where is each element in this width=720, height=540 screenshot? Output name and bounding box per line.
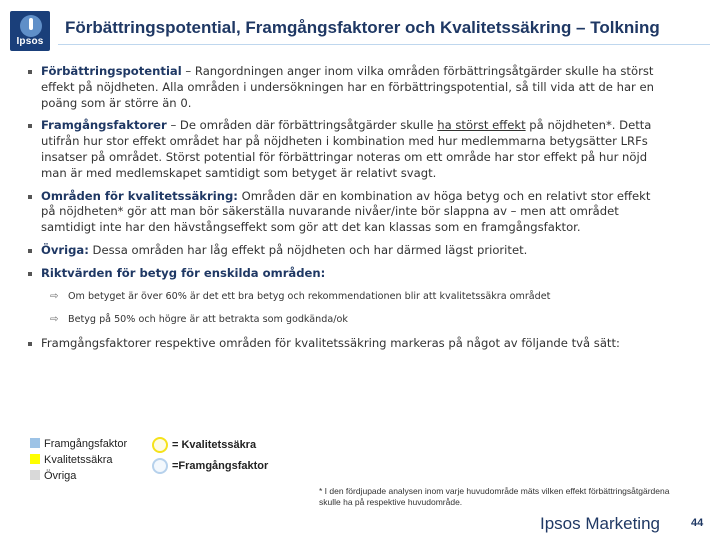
title-divider (58, 44, 710, 45)
bullet-underlined-text: ha störst effekt (437, 118, 526, 133)
page-title: Förbättringspotential, Framgångsfaktorer och Kvalitetssäkring – Tolkning (65, 18, 660, 37)
body-content (28, 64, 660, 358)
sub-item-text: Om betyget är över 60% är det ett bra betyg och rekommendationen blir att kvalitetssäkra området (68, 290, 551, 302)
legend-ring-label-kvalitetssakra: = Kvalitetssäkra (172, 439, 257, 451)
legend-label: Kvalitetssäkra (44, 454, 113, 466)
bullet-markering (28, 336, 660, 352)
sub-item-over-50 (28, 313, 660, 326)
bullet-ovriga (28, 243, 660, 259)
legend (30, 434, 280, 489)
page-number: 44 (691, 517, 704, 529)
sub-item-text: Betyg på 50% och högre är att betrakta som godkända/ok (68, 313, 348, 325)
legend-swatch-yellow (30, 454, 40, 464)
legend-item-ovriga (30, 470, 76, 483)
bullet-term: Områden för kvalitetssäkring: (41, 188, 238, 203)
bullet-text: Framgångsfaktorer respektive områden för kvalitetssäkring markeras på något av följande två sätt: (41, 335, 620, 350)
arrow-right-outline-icon: ⇨ (50, 313, 59, 325)
bullet-text: – Rangordningen anger inom vilka områden förbättringsåtgärder skulle ha störst effekt på nöjdheten. Alla områden i undersökningen har en förbättringspotential, så till vida att de har en poäng som är större än 0. (41, 64, 654, 110)
bullet-forbattringspotential (28, 64, 660, 111)
ipsos-logo (10, 11, 50, 51)
legend-item-kvalitetssakra (30, 454, 112, 467)
bullet-framgangsfaktorer (28, 118, 660, 181)
legend-label: Framgångsfaktor (44, 438, 128, 450)
brand-name: Ipsos Marketing (540, 514, 660, 533)
bullet-kvalitetssakring (28, 189, 660, 236)
blue-ring-icon (152, 458, 168, 474)
bullet-term: Framgångsfaktorer (41, 118, 167, 133)
globe-icon (20, 15, 42, 37)
bullet-term: Riktvärden för betyg för enskilda områden: (41, 265, 326, 280)
legend-swatch-blue (30, 438, 40, 448)
bullet-riktvarden (28, 266, 660, 282)
bullet-term: Övriga: (41, 242, 89, 257)
legend-item-framgangsfaktor (30, 438, 127, 451)
yellow-ring-icon (152, 437, 168, 453)
logo-wordmark: Ipsos (16, 36, 44, 47)
legend-ring-label-framgangsfaktor: =Framgångsfaktor (172, 460, 269, 472)
bullet-term: Förbättringspotential (41, 64, 182, 78)
bullet-text: Dessa områden har låg effekt på nöjdheten och har därmed lägst prioritet. (88, 242, 528, 257)
bullet-text: på nöjdheten*. Detta utifrån hur stor effekt området har på nöjdheten i kombination med hur medlemmarna betygsätter LRFs insatser på området. Störst potential för förbättringar noteras om ett område har stor effekt på hur nöjd man är med medlemskapet samtidigt som betyget är relativt svagt. (41, 118, 652, 180)
legend-label: Övriga (44, 470, 77, 482)
footnote: * I den fördjupade analysen inom varje huvudområde mäts vilken effekt förbättringsåtgärdena skulle ha på respektive huvudområde. (319, 486, 670, 507)
bullet-text: – De områden där förbättringsåtgärder skulle (166, 118, 438, 133)
arrow-right-outline-icon: ⇨ (50, 290, 59, 302)
bullet-text: Områden där en kombination av höga betyg och en relativt stor effekt på nöjdheten* gör att man bör säkerställa nuvarande nivåer/inte bör slappna av – men att området samtidigt inte har den hävstångseffekt som gör att det kan klassas som en framgångsfaktor. (41, 188, 651, 235)
sub-item-over-60 (28, 290, 660, 303)
legend-swatch-grey (30, 470, 40, 480)
